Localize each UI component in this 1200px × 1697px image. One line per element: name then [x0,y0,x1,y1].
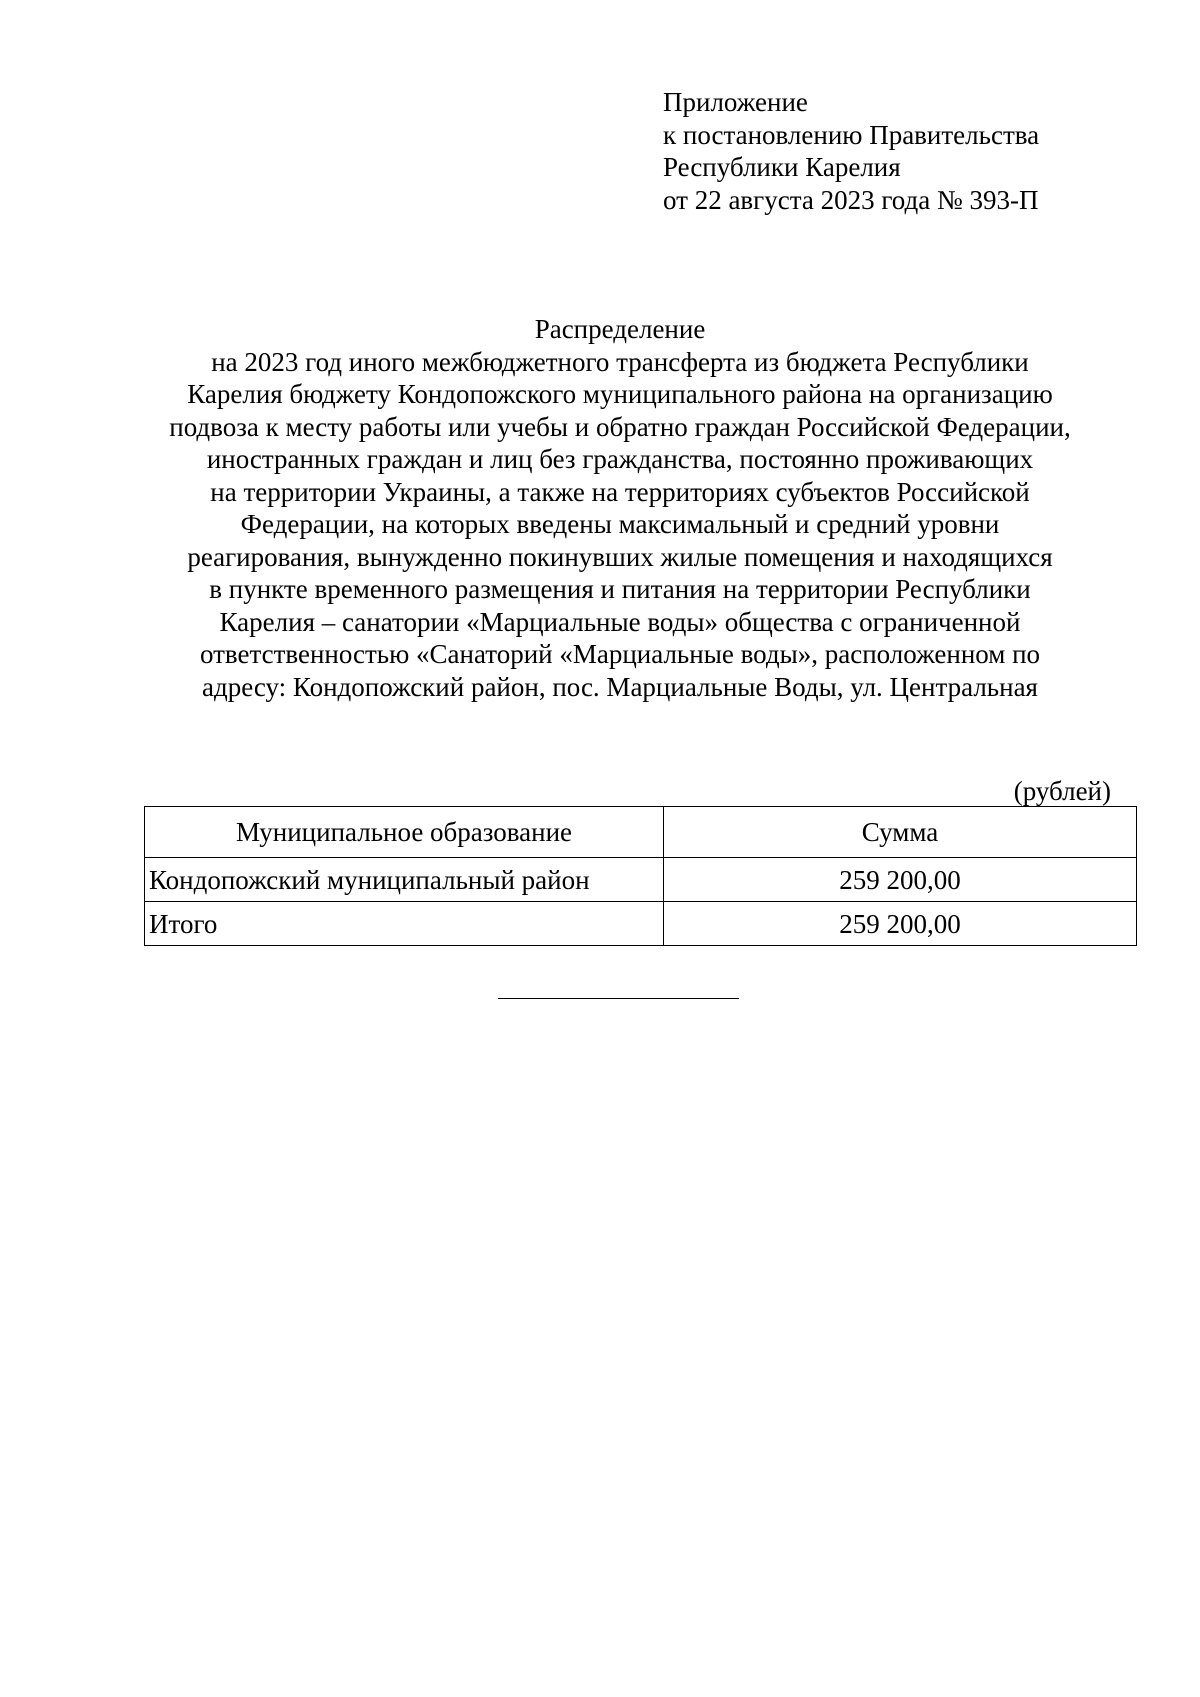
cell-municipality: Кондопожский муниципальный район [145,858,664,902]
table-header-row [145,807,1137,858]
title-line: иностранных граждан и лиц без гражданства, постоянно проживающих [206,444,1034,474]
title-line: на 2023 год иного межбюджетного трансферта из бюджета Республики [211,346,1029,377]
title-line: реагирования, вынужденно покинувших жилые помещения и находящихся [187,541,1053,572]
title-line: адресу: Кондопожский район, пос. Марциальные Воды, ул. Центральная [202,671,1038,702]
end-divider [498,998,739,999]
title-line: ответственностью «Санаторий «Марциальные воды», расположенном по [199,639,1041,669]
cell-amount: 259 200,00 [664,858,1137,902]
title-line: Федерации, на которых введены максимальный и средний уровни [240,509,1000,539]
title-line: на территории Украины, а также на территориях субъектов Российской [210,476,1030,507]
cell-total-label: Итого [145,902,664,946]
document-title [130,313,1110,703]
approval-line: от 22 августа 2023 года № 393-П [663,184,1039,215]
title-heading: Распределение [534,314,706,344]
title-line: Карелия – санатории «Марциальные воды» общества с ограниченной [219,606,1021,637]
title-line: подвоза к месту работы или учебы и обратно граждан Российской Федерации, [169,411,1071,442]
distribution-table [144,806,1137,946]
approval-line: к постановлению Правительства [663,119,1040,150]
title-line: в пункте временного размещения и питания на территории Республики [209,574,1031,604]
approval-line: Приложение [663,87,808,117]
approval-block [663,86,1039,216]
title-line: Карелия бюджету Кондопожского муниципального района на организацию [187,379,1053,409]
units-label: (рублей) [1013,776,1111,806]
cell-total-amount: 259 200,00 [664,902,1137,946]
header-amount: Сумма [664,807,1137,858]
table-row [145,858,1137,902]
approval-line: Республики Карелия [663,152,901,182]
table-total-row [145,902,1137,946]
header-municipality: Муниципальное образование [145,807,664,858]
